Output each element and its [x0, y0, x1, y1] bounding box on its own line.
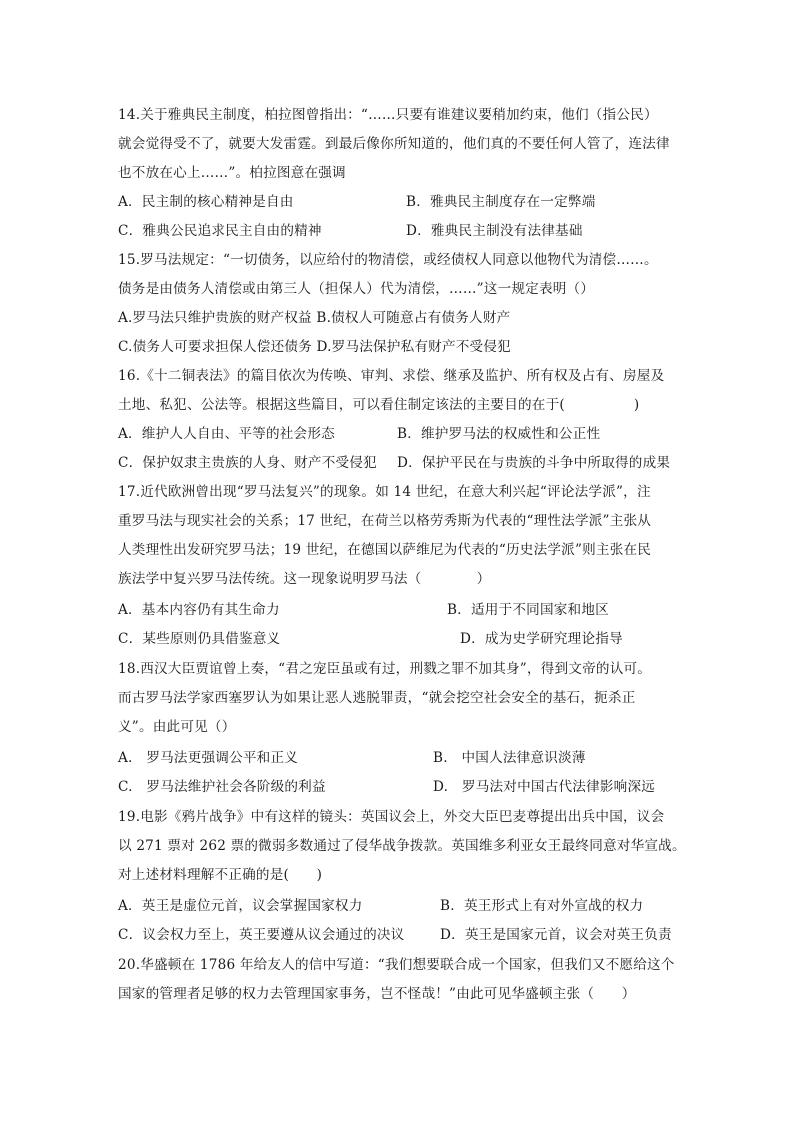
q16-option-b: B．维护罗马法的权威性和公正性 [397, 426, 601, 442]
q15-stem-line-1: 15.罗马法规定：“一切债务，以应给付的物清偿，或经债权人同意以他物代为清偿……。 [118, 252, 658, 268]
q19-option-c: C．议会权力至上，英王要遵从议会通过的决议 [118, 927, 405, 943]
q20-stem-line-2: 国家的管理者足够的权力去管理国家事务，岂不怪哉！”由此可见华盛顿主张（ ） [118, 986, 636, 1002]
q18-stem-line-1: 18.西汉大臣贾谊曾上奏，“君之宠臣虽或有过，刑戮之罪不加其身”，得到文帝的认可。 [118, 661, 652, 677]
q16-option-a: A．维护人人自由、平等的社会形态 [118, 426, 335, 442]
q17-stem-line-4: 族法学中复兴罗马法传统。这一现象说明罗马法（ ） [118, 571, 491, 587]
q18-stem-line-2: 而古罗马法学家西塞罗认为如果让恶人逃脱罪责，“就会挖空社会安全的基石，扼杀正 [118, 690, 636, 706]
q19-option-a: A．英王是虚位元首，议会掌握国家权力 [118, 898, 363, 914]
q17-stem-line-2: 重罗马法与现实社会的关系；17 世纪，在荷兰以格劳秀斯为代表的“理性法学派”主张从 [118, 513, 652, 529]
q14-option-c: C．雅典公民追求民主自由的精神 [118, 223, 322, 239]
q16-stem-line-1: 16.《十二铜表法》的篇目依次为传唤、审判、求偿、继承及监护、所有权及占有、房屋及 [118, 368, 665, 384]
q14-stem-line-1: 14.关于雅典民主制度，柏拉图曾指出：“……只要有谁建议要稍加约束，他们（指公民） [118, 107, 658, 123]
q17-option-a: A．基本内容仍有其生命力 [118, 602, 280, 618]
q15-options-line-2: C.债务人可要求担保人偿还债务 D.罗马法保护私有财产不受侵犯 [118, 339, 511, 355]
q14-option-a: A．民主制的核心精神是自由 [118, 194, 294, 210]
q14-stem-line-2: 就会觉得受不了，就要大发雷霆。到最后像你所知道的，他们真的不要任何人管了，连法律 [118, 136, 670, 152]
q18-stem-line-3: 义”。由此可见（） [118, 719, 236, 735]
q14-stem-line-3: 也不放在心上……”。柏拉图意在强调 [118, 165, 346, 181]
q17-stem-line-1: 17.近代欧洲曾出现“罗马法复兴”的现象。如 14 世纪，在意大利兴起“评论法学派”，注 [118, 484, 651, 500]
q17-stem-line-3: 人类理性出发研究罗马法；19 世纪，在德国以萨维尼为代表的“历史法学派”则主张在民 [118, 542, 652, 558]
q18-option-b: B. 中国人法律意识淡薄 [433, 750, 586, 766]
q15-options-line-1: A.罗马法只维护贵族的财产权益 B.债权人可随意占有债务人财产 [118, 310, 511, 326]
q18-option-d: D. 罗马法对中国古代法律影响深远 [433, 779, 656, 795]
q19-option-d: D．英王是国家元首，议会对英王负责 [440, 927, 672, 943]
q17-option-d: D．成为史学研究理论指导 [460, 631, 623, 647]
q19-stem-line-1: 19.电影《鸦片战争》中有这样的镜头：英国议会上，外交大臣巴麦尊提出出兵中国，议会 [118, 809, 665, 825]
q14-option-b: B．雅典民主制度存在一定弊端 [406, 194, 596, 210]
q16-option-c: C．保护奴隶主贵族的人身、财产不受侵犯 [118, 455, 377, 471]
q15-stem-line-2: 债务是由债务人清偿或由第三人（担保人）代为清偿，……”这一规定表明（） [118, 281, 595, 297]
q16-option-d: D．保护平民在与贵族的斗争中所取得的成果 [397, 455, 671, 471]
q17-option-c: C．某些原则仍具借鉴意义 [118, 631, 281, 647]
q16-stem-line-2: 土地、私犯、公法等。根据这些篇目，可以看住制定该法的主要目的在于( ) [118, 397, 640, 413]
q19-option-b: B．英王形式上有对外宣战的权力 [440, 898, 644, 914]
q18-option-a: A. 罗马法更强调公平和正义 [118, 750, 299, 766]
q17-option-b: B．适用于不同国家和地区 [447, 602, 609, 618]
q19-stem-line-2: 以 271 票对 262 票的微弱多数通过了侵华战争拨款。英国维多利亚女王最终同意对华宣战。 [118, 838, 686, 854]
q20-stem-line-1: 20.华盛顿在 1786 年给友人的信中写道：“我们想要联合成一个国家，但我们又不愿给这个 [118, 957, 675, 973]
q14-option-d: D．雅典民主制没有法律基础 [406, 223, 583, 239]
q19-stem-line-3: 对上述材料理解不正确的是( ) [118, 867, 323, 883]
q18-option-c: C. 罗马法维护社会各阶级的利益 [118, 779, 326, 795]
